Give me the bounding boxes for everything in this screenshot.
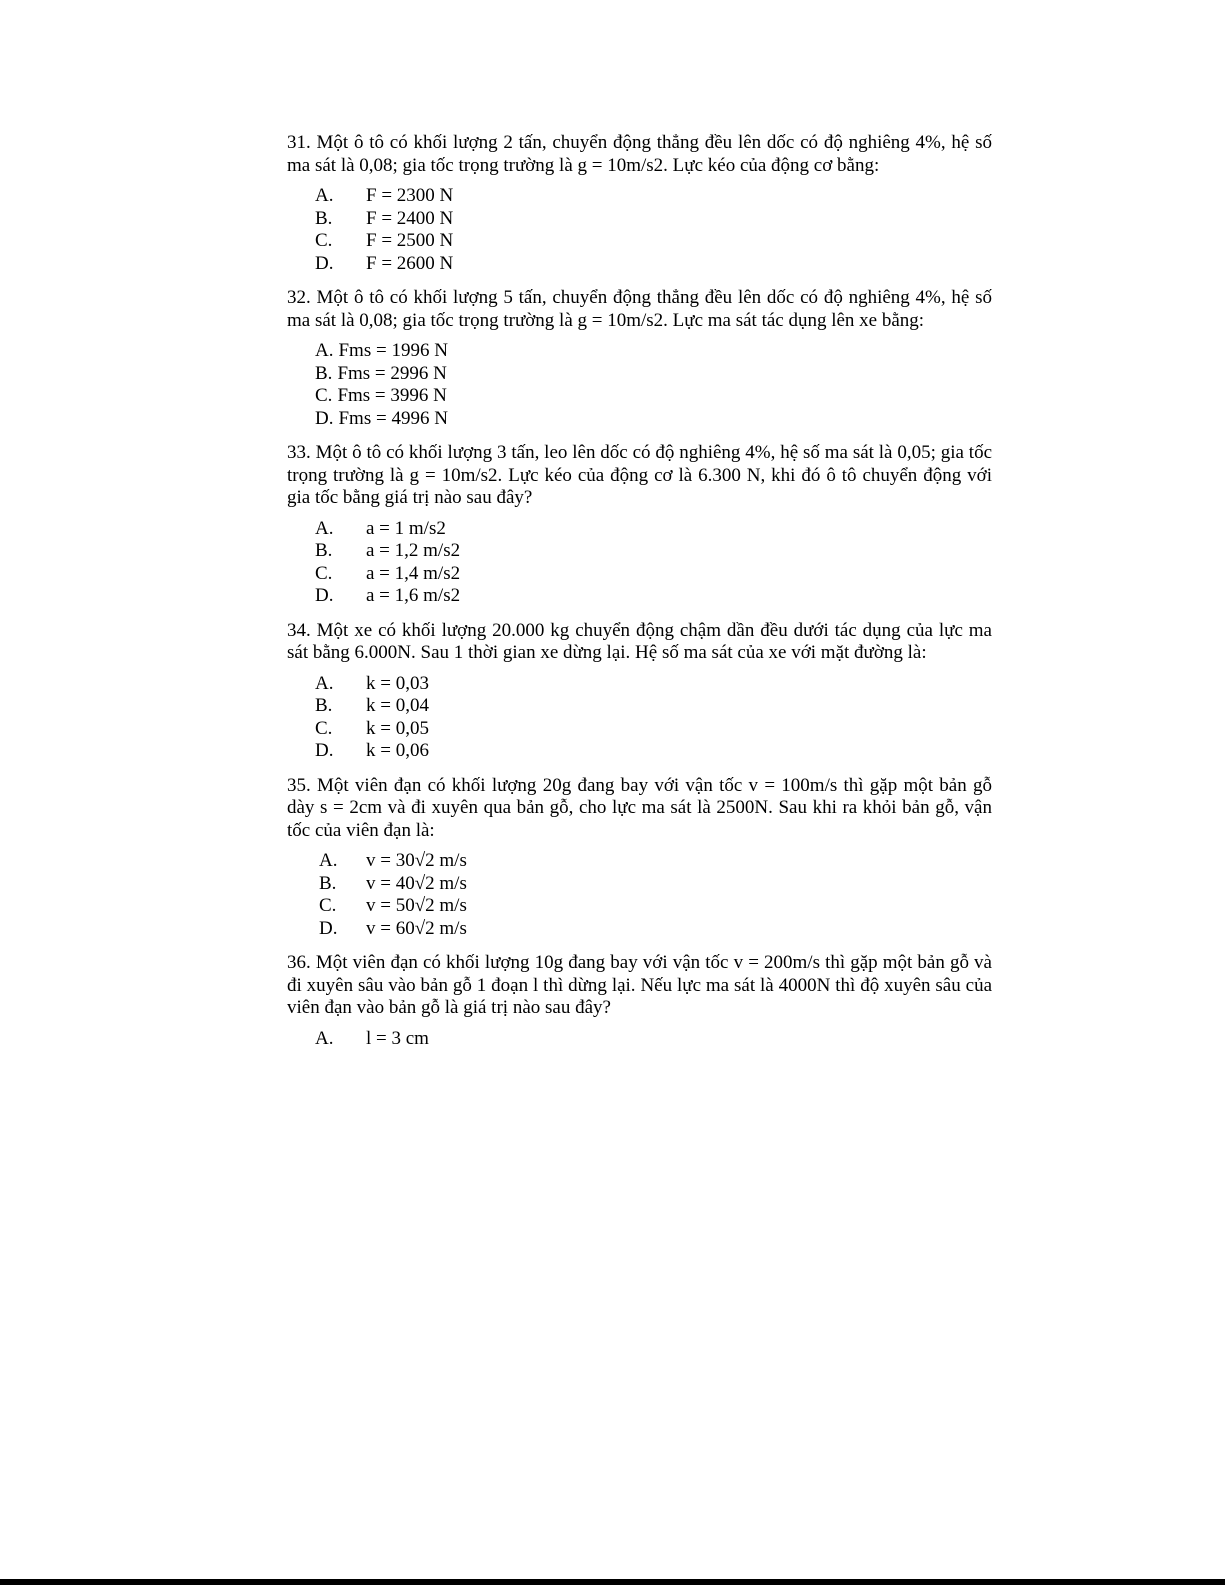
option-letter: A. <box>319 850 338 871</box>
option-text: Fms = 2996 N <box>337 362 447 384</box>
option-letter: B. <box>315 362 333 384</box>
option-letter: D. <box>319 917 338 939</box>
option-b <box>287 208 992 231</box>
option-d <box>287 740 992 763</box>
question-32 <box>287 287 992 430</box>
question-stem: 31. Một ô tô có khối lượng 2 tấn, chuyển động thẳng đều lên dốc có độ nghiêng 4%, hệ số ma sát là 0,08; gia tốc trọng trường là g = 10m/s2. Lực kéo của động cơ bằng: <box>287 132 992 176</box>
option-text: v = 60√2 m/s <box>366 917 467 939</box>
option-a <box>287 185 992 208</box>
option-letter: B. <box>315 695 333 716</box>
option-text: F = 2500 N <box>366 230 454 251</box>
option-text: l = 3 cm <box>366 1027 429 1049</box>
option-letter: C. <box>315 562 333 584</box>
option-text: a = 1 m/s2 <box>366 517 446 539</box>
option-letter: C. <box>319 895 337 916</box>
option-text: k = 0,05 <box>366 717 429 739</box>
option-letter: A. <box>315 185 334 206</box>
option-b <box>287 873 992 896</box>
question-stem: 32. Một ô tô có khối lượng 5 tấn, chuyển động thẳng đều lên dốc có độ nghiêng 4%, hệ số ma sát là 0,08; gia tốc trọng trường là g = 10m/s2. Lực ma sát tác dụng lên xe bằng: <box>287 287 992 331</box>
option-letter: D. <box>315 585 334 606</box>
option-letter: A. <box>315 672 334 694</box>
option-text: v = 40√2 m/s <box>366 872 467 894</box>
option-letter: A. <box>315 1027 334 1049</box>
option-c <box>287 385 992 408</box>
option-a <box>287 518 992 541</box>
option-text: F = 2400 N <box>366 207 454 229</box>
option-text: Fms = 1996 N <box>338 340 448 361</box>
option-d <box>287 253 992 276</box>
option-letter: C. <box>315 717 333 739</box>
option-a <box>287 673 992 696</box>
option-text: v = 50√2 m/s <box>366 895 467 916</box>
option-list <box>287 185 992 275</box>
option-text: k = 0,06 <box>366 740 429 761</box>
option-letter: C. <box>315 230 333 251</box>
option-letter: D. <box>315 740 334 761</box>
option-letter: C. <box>315 385 333 406</box>
option-letter: A. <box>315 517 334 539</box>
question-36 <box>287 952 992 1050</box>
question-stem: 35. Một viên đạn có khối lượng 20g đang bay với vận tốc v = 100m/s thì gặp một bản gỗ dày s = 2cm và đi xuyên qua bản gỗ, cho lực ma sát là 2500N. Sau khi ra khỏi bản gỗ, vận tốc của viên đạn là: <box>287 774 992 841</box>
page-bottom-border <box>0 1579 1225 1585</box>
option-text: a = 1,6 m/s2 <box>366 585 461 606</box>
option-list <box>287 518 992 608</box>
option-text: v = 30√2 m/s <box>366 850 467 871</box>
option-list <box>287 673 992 763</box>
option-text: k = 0,03 <box>366 672 429 694</box>
option-letter: D. <box>315 407 334 429</box>
option-text: F = 2600 N <box>366 252 454 274</box>
option-letter: D. <box>315 252 334 274</box>
question-stem: 33. Một ô tô có khối lượng 3 tấn, leo lên dốc có độ nghiêng 4%, hệ số ma sát là 0,05; gia tốc trọng trường là g = 10m/s2. Lực kéo của động cơ là 6.300 N, khi đó ô tô chuyển động với gia tốc bằng giá trị nào sau đây? <box>287 442 992 508</box>
question-33 <box>287 442 992 608</box>
option-d <box>287 408 992 431</box>
option-a <box>287 340 992 363</box>
option-letter: A. <box>315 340 334 361</box>
option-text: Fms = 4996 N <box>338 407 448 429</box>
option-letter: B. <box>315 540 333 561</box>
option-b <box>287 695 992 718</box>
option-c <box>287 718 992 741</box>
question-list <box>287 132 992 1062</box>
option-b <box>287 363 992 386</box>
option-list <box>287 340 992 430</box>
question-31 <box>287 132 992 275</box>
option-b <box>287 540 992 563</box>
question-34 <box>287 620 992 763</box>
option-c <box>287 895 992 918</box>
question-35 <box>287 775 992 941</box>
option-text: a = 1,4 m/s2 <box>366 562 461 584</box>
option-text: a = 1,2 m/s2 <box>366 540 461 561</box>
option-list <box>287 850 992 940</box>
option-text: Fms = 3996 N <box>337 385 447 406</box>
option-d <box>287 585 992 608</box>
option-c <box>287 563 992 586</box>
option-letter: B. <box>315 207 333 229</box>
option-text: F = 2300 N <box>366 185 454 206</box>
option-c <box>287 230 992 253</box>
question-stem: 36. Một viên đạn có khối lượng 10g đang bay với vận tốc v = 200m/s thì gặp một bản gỗ và đi xuyên sâu vào bản gỗ 1 đoạn l thì dừng lại. Nếu lực ma sát là 4000N thì độ xuyên sâu của viên đạn vào bản gỗ là giá trị nào sau đây? <box>287 952 992 1018</box>
option-a <box>287 1028 992 1051</box>
option-letter: B. <box>319 872 337 894</box>
option-d <box>287 918 992 941</box>
option-list <box>287 1028 992 1051</box>
option-text: k = 0,04 <box>366 695 429 716</box>
question-stem: 34. Một xe có khối lượng 20.000 kg chuyển động chậm dần đều dưới tác dụng của lực ma sát bằng 6.000N. Sau 1 thời gian xe dừng lại. Hệ số ma sát của xe với mặt đường là: <box>287 619 992 663</box>
option-a <box>287 850 992 873</box>
